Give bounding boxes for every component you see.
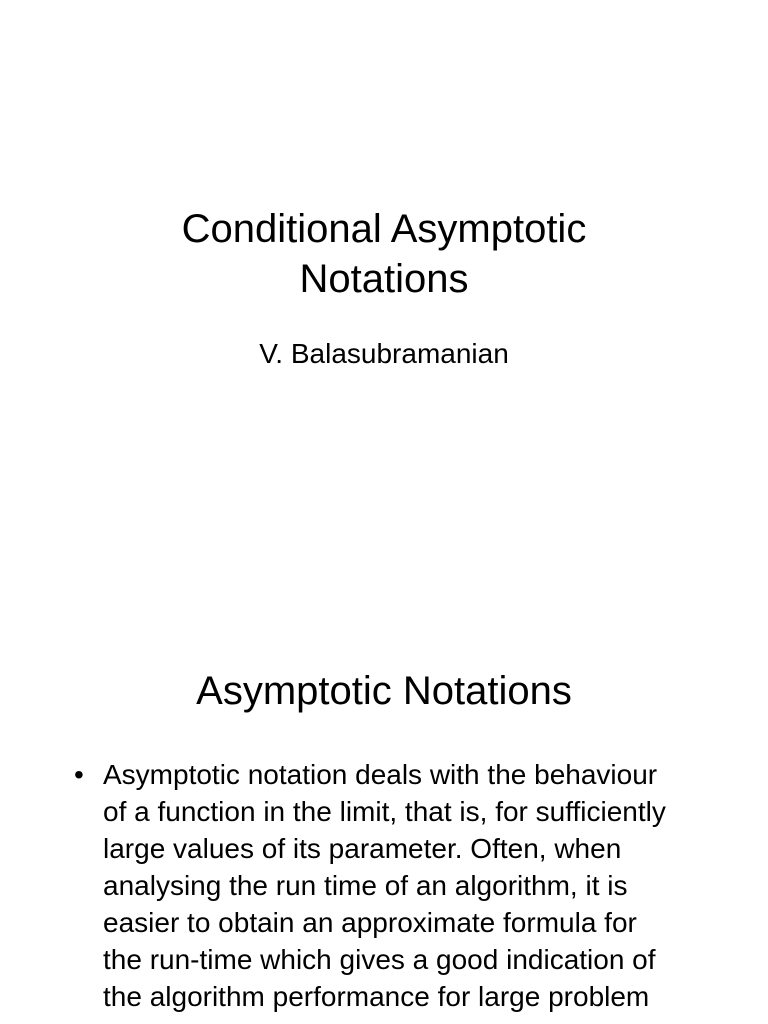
title-line-2: Notations — [299, 257, 469, 301]
bullet-text: Asymptotic notation deals with the behaviour of a function in the limit, that is, for sufficiently large values of its parameter. Often, when analysing the run time of an algorithm, it is easier to obtain an approximate formula for the run-time which gives a good indication of the algorithm performance for large problem — [103, 759, 666, 1012]
bullet-list — [0, 756, 768, 1015]
author-name: V. Balasubramanian — [259, 338, 509, 369]
bullet-item — [0, 756, 683, 1015]
slide-title: Asymptotic Notations — [196, 669, 572, 713]
content-slide — [0, 576, 768, 1024]
bullet-icon: • — [74, 759, 84, 790]
presentation-title — [0, 204, 768, 304]
title-line-1: Conditional Asymptotic — [181, 207, 587, 251]
